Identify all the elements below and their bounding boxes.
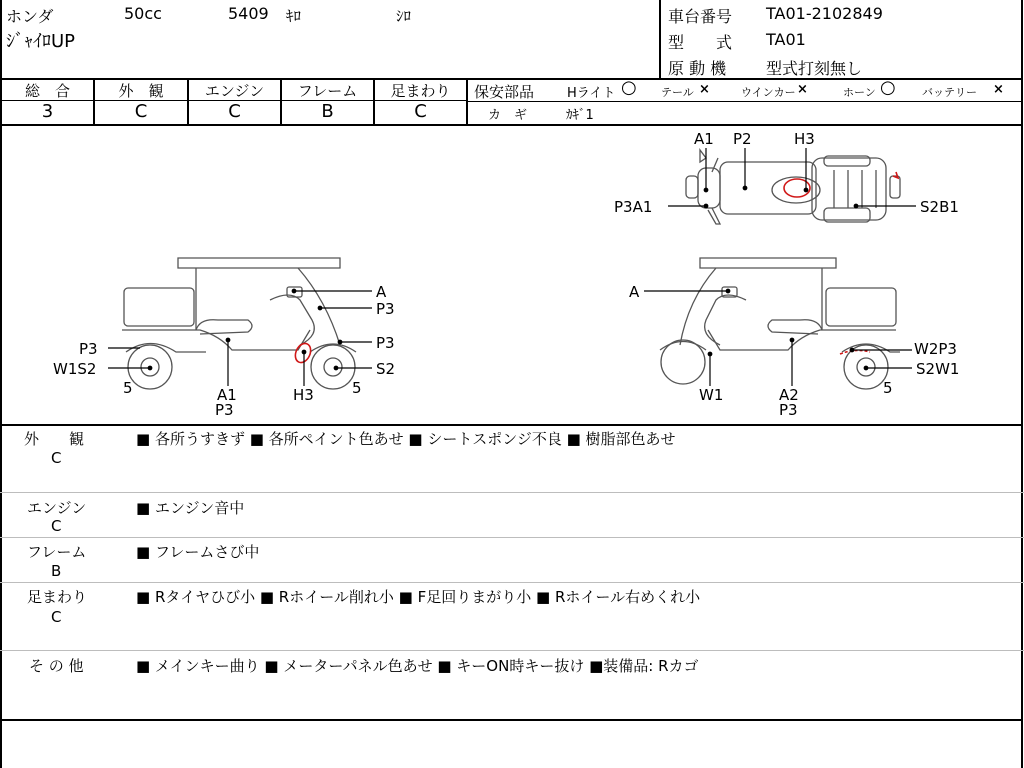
top-label-a1: A1 [694, 130, 714, 148]
comment-frame-label: フレーム [27, 543, 87, 561]
safety-mid-line [466, 101, 1023, 102]
tail-label: テール [661, 86, 694, 99]
engine-no-value: 型式打刻無し [766, 59, 863, 78]
comment-exterior-grade: C [51, 449, 62, 467]
top-label-s2b1: S2B1 [920, 198, 959, 216]
battery-label: バッテリー [922, 86, 977, 99]
left-label-p3-left: P3 [79, 340, 98, 358]
grade-frame-label: フレーム [297, 82, 358, 100]
mileage: 5409 [228, 4, 269, 23]
right-label-w2p3: W2P3 [914, 340, 957, 358]
comment-engine-grade: C [51, 517, 62, 535]
right-side-scooter [660, 258, 900, 389]
color: ｼﾛ [396, 7, 412, 25]
key-value: ｶｷﾞ1 [566, 108, 594, 123]
tail-mark: × [699, 82, 710, 97]
left-label-5-l: 5 [123, 379, 133, 397]
horn-label: ホーン [843, 86, 876, 99]
maker: ホンダ [6, 7, 54, 26]
top-label-h3: H3 [794, 130, 815, 148]
left-label-p3-mid: P3 [376, 334, 395, 352]
left-label-5-r: 5 [352, 379, 362, 397]
grade-total-label: 総 合 [24, 82, 70, 100]
left-label-p3-bottom: P3 [215, 401, 234, 419]
horn-mark: ○ [880, 77, 896, 98]
comment-exterior-text: ■ 各所うすきず ■ 各所ペイント色あせ ■ シートスポンジ不良 ■ 樹脂部色あせ [136, 430, 676, 448]
type-label: 型 式 [668, 33, 733, 52]
header-divider [659, 0, 661, 78]
grade-col-5 [466, 78, 468, 124]
winker-mark: × [797, 82, 808, 97]
right-label-w1: W1 [699, 386, 724, 404]
comment-divider-4 [0, 650, 1024, 651]
grade-suspension-value: C [414, 101, 427, 122]
comment-divider-3 [0, 582, 1024, 583]
comments-top-line [0, 424, 1023, 426]
cc: 50cc [124, 4, 162, 23]
right-label-p3: P3 [779, 401, 798, 419]
right-label-a2: A2 [779, 386, 799, 404]
comment-engine-label: エンジン [27, 499, 87, 517]
battery-mark: × [993, 82, 1004, 97]
model-name: ｼﾞｬｲﾛUP [6, 31, 76, 52]
grade-engine-label: エンジン [204, 82, 265, 100]
comments-bottom-line [0, 719, 1023, 721]
type-value: TA01 [766, 30, 806, 49]
comment-other-text: ■ メインキー曲り ■ メーターパネル色あせ ■ キーON時キー抜け ■装備品: Rカゴ [136, 657, 699, 675]
comment-frame-text: ■ フレームさび中 [136, 543, 260, 561]
winker-label: ウインカー [741, 86, 796, 99]
damage-diagram [0, 125, 1022, 425]
grade-total-value: 3 [41, 101, 54, 122]
headlight-label: Hライト [567, 86, 616, 101]
comment-divider-1 [0, 492, 1024, 493]
key-label: カ ギ [488, 108, 528, 123]
left-label-a: A [376, 283, 387, 301]
right-label-5: 5 [883, 379, 893, 397]
mileage-unit: ｷﾛ [286, 7, 302, 25]
chassis-value: TA01-2102849 [766, 4, 883, 23]
left-label-h3: H3 [293, 386, 314, 404]
safety-label: 保安部品 [474, 83, 535, 101]
headlight-mark: ○ [621, 77, 637, 98]
grade-exterior-label: 外 観 [118, 82, 164, 100]
engine-no-label: 原 動 機 [668, 59, 727, 78]
left-side-scooter [122, 258, 356, 389]
comment-suspension-text: ■ Rタイヤひび小 ■ Rホイール削れ小 ■ F足回りまがり小 ■ Rホイール右めくれ小 [136, 588, 701, 606]
top-view-scooter [686, 150, 900, 224]
comment-suspension-label: 足まわり [27, 588, 88, 606]
grade-engine-value: C [228, 101, 241, 122]
right-label-a: A [629, 283, 640, 301]
top-label-p2: P2 [733, 130, 752, 148]
top-label-p3a1: P3A1 [614, 198, 653, 216]
comment-other-label: そ の 他 [29, 657, 84, 675]
comment-suspension-grade: C [51, 608, 62, 626]
chassis-label: 車台番号 [668, 7, 733, 26]
comment-exterior-label: 外 観 [24, 430, 85, 448]
left-label-p3-top: P3 [376, 300, 395, 318]
top-rear-mark [893, 172, 898, 178]
left-label-s2: S2 [376, 360, 396, 378]
comment-frame-grade: B [51, 562, 62, 580]
grade-exterior-value: C [134, 101, 148, 122]
left-label-a1: A1 [217, 386, 237, 404]
grade-suspension-label: 足まわり [390, 82, 451, 100]
comment-divider-2 [0, 537, 1024, 538]
grade-frame-value: B [321, 101, 334, 122]
left-label-w1s2: W1S2 [53, 360, 97, 378]
right-label-s2w1: S2W1 [916, 360, 960, 378]
comment-engine-text: ■ エンジン音中 [136, 499, 245, 517]
